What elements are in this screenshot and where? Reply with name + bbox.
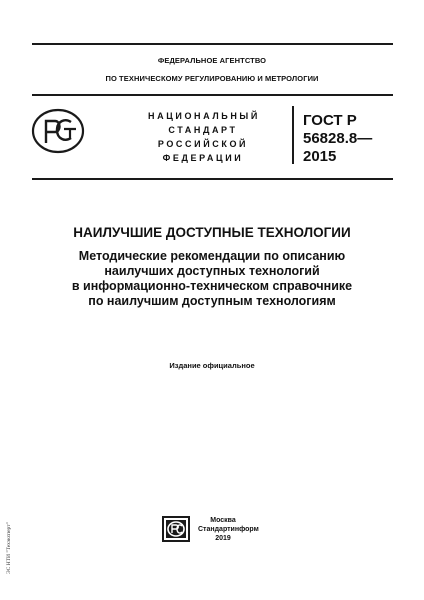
agency-line-1: ФЕДЕРАЛЬНОЕ АГЕНТСТВО	[157, 56, 267, 65]
document-subtitle	[0, 249, 424, 309]
edition-label: Издание официальное	[169, 361, 255, 370]
subtitle-line-2: наилучших доступных технологий	[104, 264, 320, 278]
publisher-name: Стандартинформ	[198, 526, 259, 533]
standard-label-3: РОССИЙСКОЙ	[157, 139, 249, 149]
header-rule	[32, 94, 393, 96]
side-stamp: ЭС НТИ "Техэксперт"	[6, 522, 12, 574]
designation-line-1: ГОСТ Р	[303, 112, 357, 129]
designation-line-3: 2015	[303, 148, 337, 165]
designation-line-2: 56828.8—	[303, 130, 373, 147]
standard-designation	[303, 112, 372, 166]
top-rule	[32, 43, 393, 45]
document-title: НАИЛУЧШИЕ ДОСТУПНЫЕ ТЕХНОЛОГИИ	[73, 225, 351, 240]
vertical-divider	[292, 106, 294, 164]
publisher-city: Москва	[210, 517, 236, 524]
subtitle-line-4: по наилучшим доступным технологиям	[88, 294, 336, 308]
bottom-header-rule	[32, 178, 393, 180]
agency-line-2: ПО ТЕХНИЧЕСКОМУ РЕГУЛИРОВАНИЮ И МЕТРОЛОГИИ	[105, 74, 319, 83]
rst-logo-icon	[30, 107, 86, 155]
standard-label-4: ФЕДЕРАЦИИ	[162, 153, 244, 163]
publisher-block	[198, 516, 259, 543]
subtitle-line-3: в информационно-техническом справочнике	[71, 279, 353, 293]
publisher-year: 2019	[215, 535, 231, 542]
standartinform-logo-icon	[162, 516, 190, 542]
standard-label-1: НАЦИОНАЛЬНЫЙ	[148, 111, 260, 121]
subtitle-line-1: Методические рекомендации по описанию	[78, 249, 346, 263]
standard-label-2: СТАНДАРТ	[168, 125, 238, 135]
